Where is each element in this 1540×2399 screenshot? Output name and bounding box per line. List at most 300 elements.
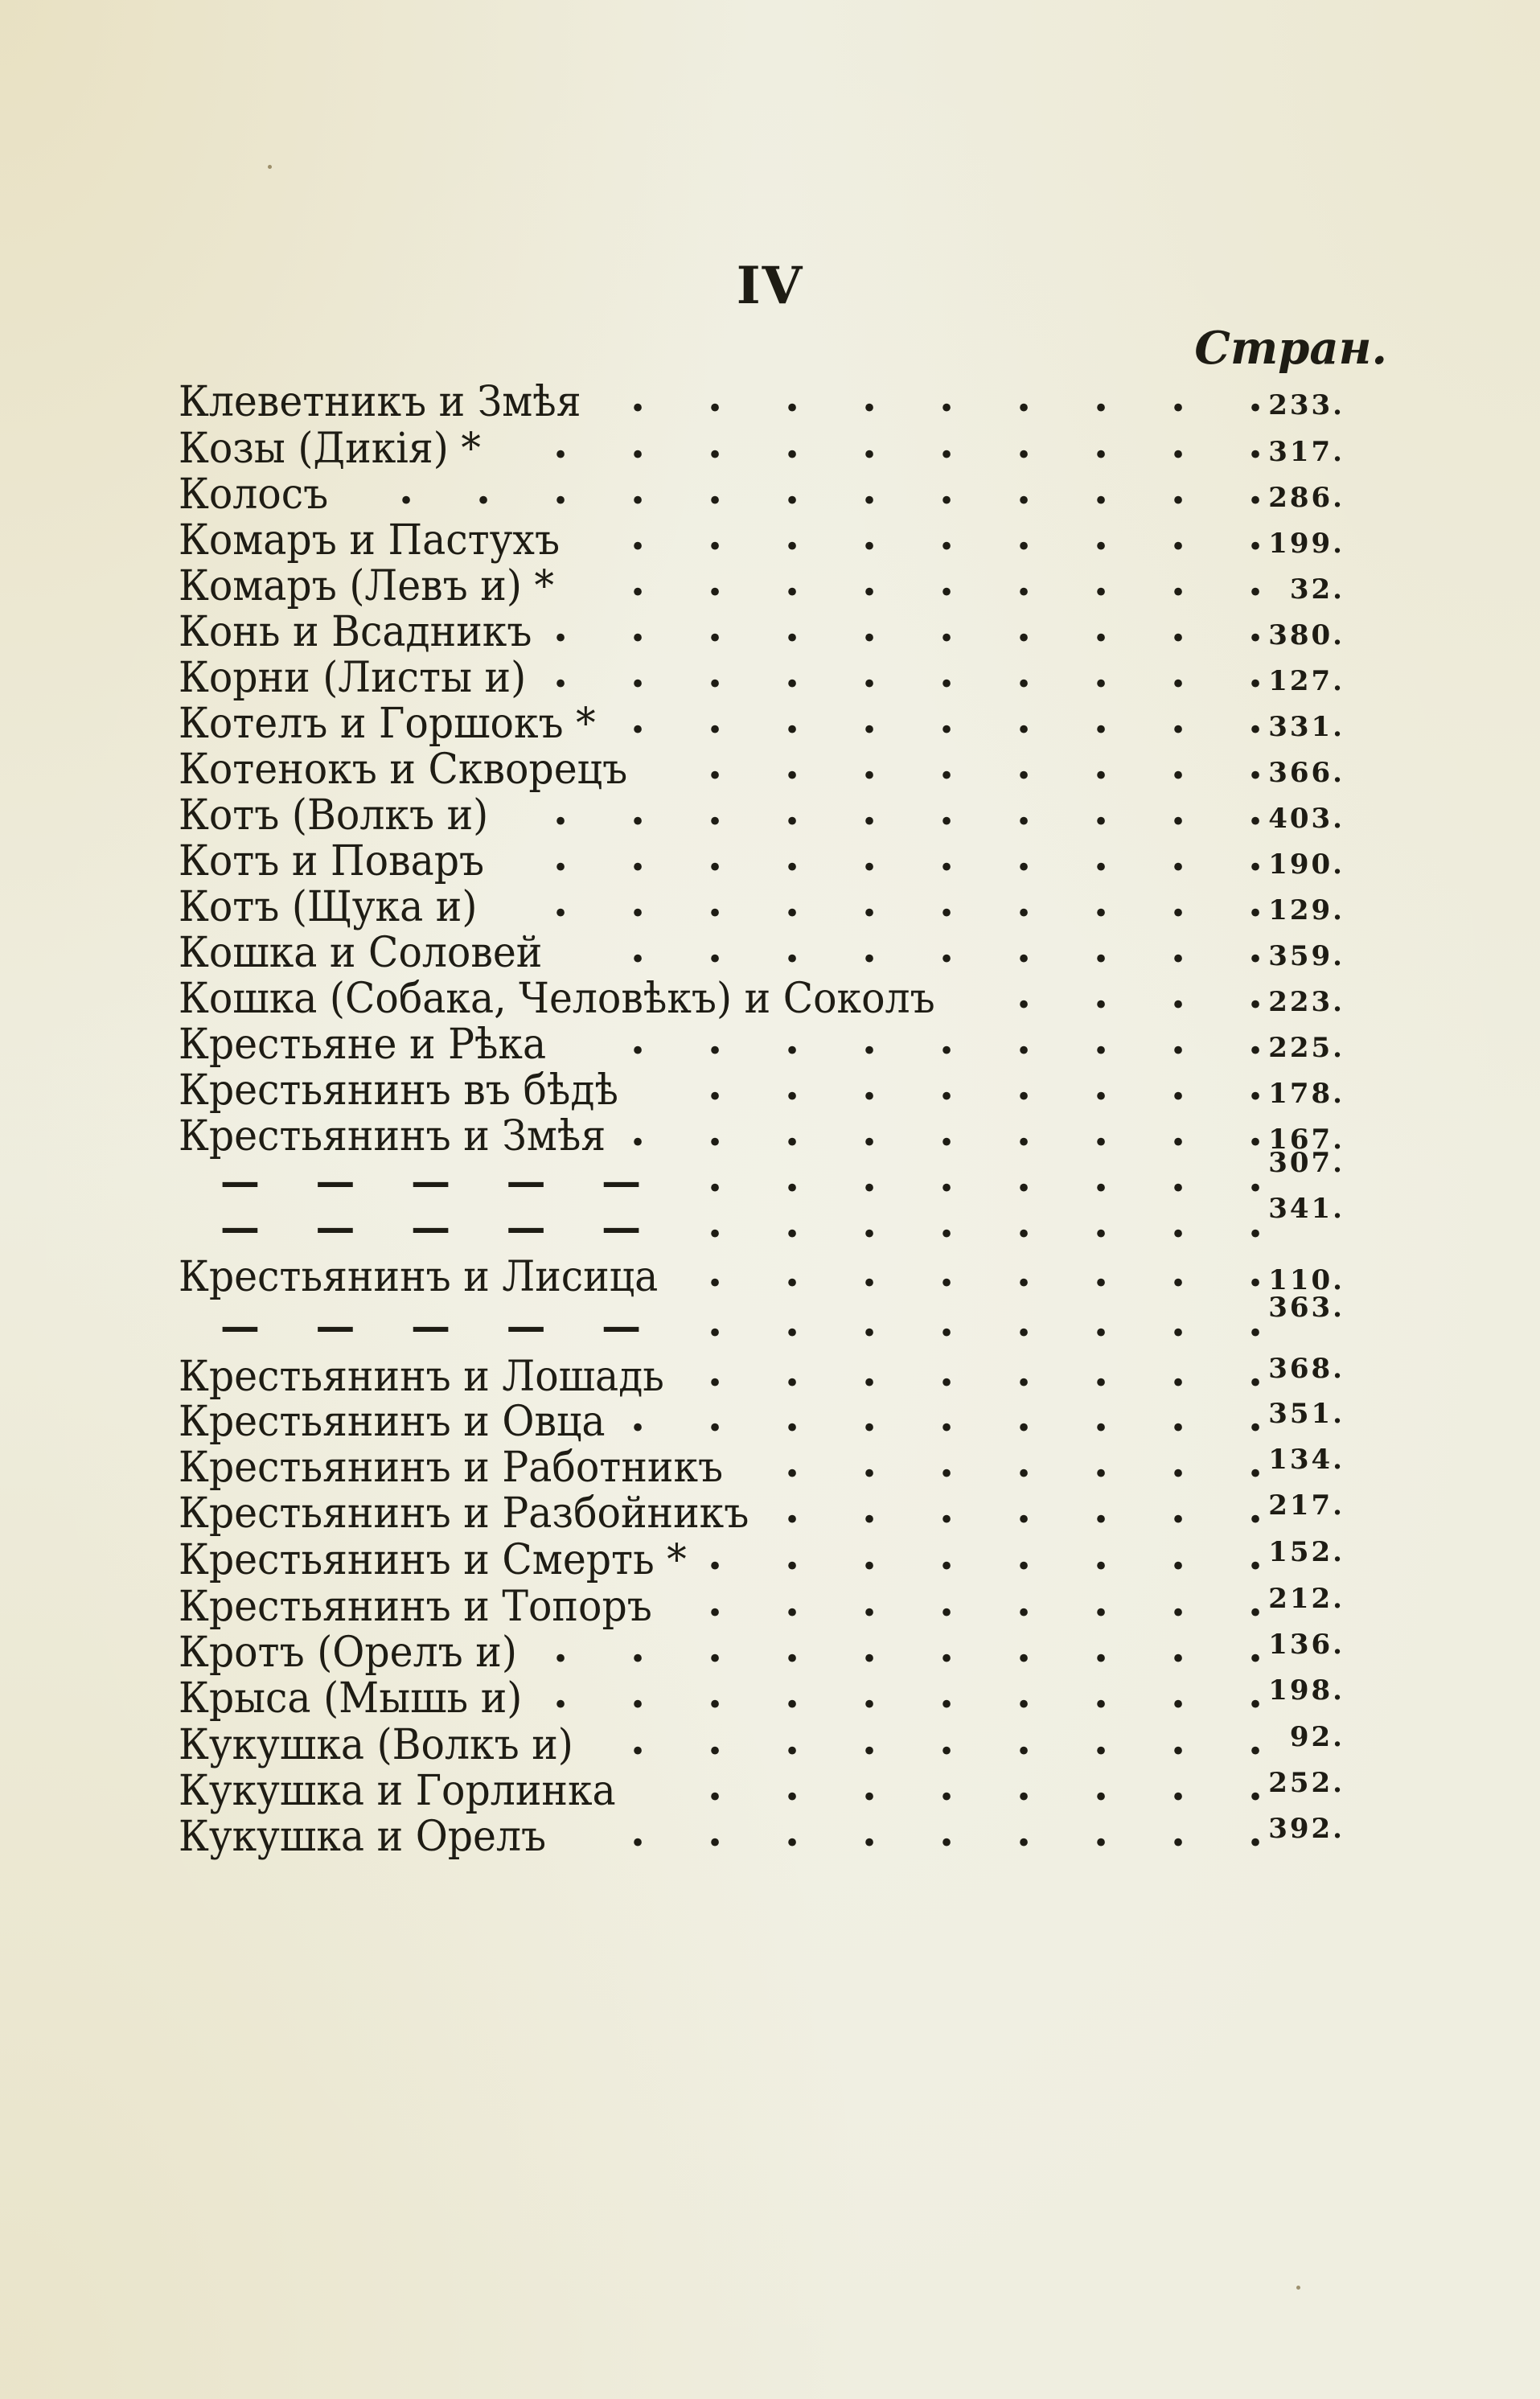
entry-page: 392. (1268, 1813, 1345, 1845)
leader-dot: . (1016, 1669, 1032, 1718)
leader-dot: . (1016, 1107, 1032, 1156)
leader-dot: . (1248, 969, 1263, 1018)
leader-dot: . (1094, 1107, 1109, 1156)
leader-dot: . (1171, 1807, 1186, 1856)
leader-dot: . (1248, 740, 1263, 789)
entry-page: 351. (1268, 1398, 1345, 1430)
leader-dot: . (553, 1669, 569, 1718)
toc-entry (179, 1107, 1377, 1160)
toc-entry (179, 1761, 1377, 1815)
leader-dot: . (862, 602, 877, 651)
entry-page: 152. (1268, 1536, 1345, 1568)
leader-dot: . (939, 1107, 955, 1156)
leader-dot: . (708, 419, 723, 468)
toc-entry (179, 1438, 1377, 1492)
toc-entry (179, 877, 1377, 931)
leader-dot: . (1016, 923, 1032, 972)
leader-dot: . (1171, 1297, 1186, 1346)
leader-dot: . (1016, 1392, 1032, 1441)
leader-dot: . (1171, 372, 1186, 421)
leader-dot: . (1094, 923, 1109, 972)
leader-dot: . (1171, 1392, 1186, 1441)
leader-dot: . (1248, 1484, 1263, 1533)
entry-page: 92. (1289, 1721, 1345, 1753)
leader-dot: . (1171, 1669, 1186, 1718)
leader-dot: . (1094, 465, 1109, 514)
leader-dot: . (785, 1761, 800, 1810)
leader-dot: . (1094, 1061, 1109, 1110)
leader-dot: . (1171, 1107, 1186, 1156)
toc-entry (179, 1015, 1377, 1069)
leader-dot: . (939, 923, 955, 972)
leader-dot: . (1016, 740, 1032, 789)
leader-dot: . (1094, 1198, 1109, 1247)
leader-dot: . (1248, 1807, 1263, 1856)
leader-dot: . (553, 786, 569, 835)
leader-dot: . (1016, 1297, 1032, 1346)
toc-entry (179, 1147, 1377, 1206)
toc-entry (179, 557, 1377, 610)
leader-dot: . (785, 1015, 800, 1064)
leader-dot: . (1016, 832, 1032, 881)
toc-entry (179, 740, 1377, 794)
entry-title: Комаръ (Левъ и) * (179, 562, 554, 610)
entry-page: 341. (1268, 1193, 1345, 1225)
leader-dot: . (785, 1152, 800, 1202)
leader-dot: . (708, 511, 723, 560)
entry-page: 331. (1268, 711, 1345, 743)
toc-entry (179, 1484, 1377, 1538)
leader-dot: . (1248, 602, 1263, 651)
leader-dot: . (1094, 1438, 1109, 1487)
entry-page: 167. (1268, 1124, 1345, 1156)
leader-dot: . (785, 1107, 800, 1156)
entry-page: 380. (1268, 619, 1345, 651)
toc-entry (179, 1247, 1377, 1301)
toc-entry (179, 923, 1377, 977)
entry-page: 129. (1268, 894, 1345, 926)
leader-dot: . (708, 832, 723, 881)
leader-dot: . (1171, 1152, 1186, 1202)
leader-dot: . (708, 1198, 723, 1247)
leader-dot: . (1094, 1015, 1109, 1064)
leader-dot: . (1016, 694, 1032, 743)
leader-dot: . (708, 740, 723, 789)
leader-dot: . (630, 372, 646, 421)
paper-speck (1296, 2286, 1300, 2290)
leader-dot: . (1094, 1247, 1109, 1296)
entry-page: 198. (1268, 1674, 1345, 1707)
entry-title: Крестьянинъ и Лошадь (179, 1353, 664, 1401)
leader-dot: . (1248, 557, 1263, 606)
leader-dot: . (1094, 1152, 1109, 1202)
leader-dot: . (939, 419, 955, 468)
leader-dot: . (862, 877, 877, 926)
entry-page: 225. (1268, 1032, 1345, 1064)
leader-dot: . (630, 1015, 646, 1064)
leader-dot: . (1248, 1061, 1263, 1110)
leader-dot: . (1016, 1247, 1032, 1296)
leader-dot: . (939, 1623, 955, 1672)
entry-title: Крестьянинъ въ бѣдѣ (179, 1066, 618, 1115)
toc-entry (179, 1292, 1377, 1351)
leader-dot: . (785, 694, 800, 743)
leader-dot: . (1171, 1623, 1186, 1672)
entry-page: 110. (1268, 1264, 1345, 1296)
leader-dot: . (1016, 1347, 1032, 1396)
leader-dot: . (1016, 372, 1032, 421)
toc-entry (179, 1392, 1377, 1446)
paper-speck (268, 165, 272, 169)
leader-dot: . (1016, 1484, 1032, 1533)
leader-dot: . (1248, 465, 1263, 514)
leader-dot: . (939, 1484, 955, 1533)
leader-dot: . (630, 511, 646, 560)
leader-dot: . (1094, 1807, 1109, 1856)
leader-dot: . (708, 465, 723, 514)
leader-dot: . (862, 1623, 877, 1672)
leader-dot: . (630, 1669, 646, 1718)
leader-dot: . (1016, 1061, 1032, 1110)
leader-dot: . (785, 832, 800, 881)
leader-dot: . (1094, 1577, 1109, 1626)
leader-dot: . (1094, 1623, 1109, 1672)
leader-dot: . (708, 1297, 723, 1346)
leader-dot: . (785, 1715, 800, 1764)
leader-dot: . (476, 465, 491, 514)
leader-dot: . (862, 1438, 877, 1487)
leader-dot: . (1171, 648, 1186, 697)
leader-dot: . (1171, 557, 1186, 606)
leader-dot: . (862, 1107, 877, 1156)
leader-dot: . (862, 1669, 877, 1718)
leader-dot: . (939, 602, 955, 651)
leader-dot: . (1016, 1807, 1032, 1856)
leader-dot: . (1094, 419, 1109, 468)
leader-dot: . (862, 1198, 877, 1247)
leader-dot: . (1016, 1623, 1032, 1672)
leader-dot: . (1171, 1347, 1186, 1396)
leader-dot: . (785, 1297, 800, 1346)
leader-dot: . (708, 1715, 723, 1764)
leader-dot: . (1248, 923, 1263, 972)
leader-dot: . (939, 1347, 955, 1396)
leader-dot: . (939, 465, 955, 514)
toc-entry (179, 832, 1377, 885)
entry-title: Котъ и Поваръ (179, 837, 485, 885)
leader-dot: . (785, 1530, 800, 1579)
leader-dot: . (862, 1484, 877, 1533)
entry-page: 199. (1268, 528, 1345, 560)
entry-title: Крестьянинъ и Работникъ (179, 1444, 724, 1492)
leader-dot: . (1248, 1715, 1263, 1764)
leader-dot: . (785, 1247, 800, 1296)
leader-dot: . (785, 648, 800, 697)
leader-dot: . (630, 786, 646, 835)
leader-dot: . (1248, 1107, 1263, 1156)
entry-page: 217. (1268, 1489, 1345, 1522)
leader-dot: . (1248, 1347, 1263, 1396)
entry-page: 178. (1268, 1078, 1345, 1110)
leader-dot: . (1016, 511, 1032, 560)
leader-dot: . (939, 1807, 955, 1856)
leader-dot: . (862, 1347, 877, 1396)
leader-dot: . (708, 1669, 723, 1718)
leader-dot: . (1094, 1761, 1109, 1810)
toc-entry (179, 969, 1377, 1023)
leader-dot: . (1248, 694, 1263, 743)
leader-dot: . (1248, 648, 1263, 697)
leader-dot: . (630, 694, 646, 743)
leader-dot: . (1171, 694, 1186, 743)
entry-page: 403. (1268, 803, 1345, 835)
leader-dot: . (785, 1061, 800, 1110)
toc-entry (179, 1623, 1377, 1677)
entry-title: Крестьянинъ и Лисица (179, 1253, 659, 1301)
leader-dot: . (1171, 1198, 1186, 1247)
entry-title: Котелъ и Горшокъ * (179, 700, 596, 748)
leader-dot: . (785, 1623, 800, 1672)
leader-dot: . (785, 602, 800, 651)
leader-dot: . (1016, 465, 1032, 514)
leader-dot: . (1171, 419, 1186, 468)
leader-dot: . (1248, 786, 1263, 835)
leader-dot: . (1248, 372, 1263, 421)
leader-dot: . (862, 1015, 877, 1064)
leader-dot: . (630, 1715, 646, 1764)
leader-dot: . (1094, 372, 1109, 421)
toc-entry (179, 511, 1377, 565)
leader-dot: . (1094, 832, 1109, 881)
leader-dot: . (1248, 1152, 1263, 1202)
leader-dot: . (1171, 1761, 1186, 1810)
leader-dot: . (1171, 969, 1186, 1018)
leader-dot: . (939, 740, 955, 789)
leader-dot: . (1248, 1392, 1263, 1441)
leader-dot: . (1171, 1484, 1186, 1533)
leader-dot: . (862, 923, 877, 972)
leader-dot: . (939, 511, 955, 560)
entry-page: 286. (1268, 482, 1345, 514)
leader-dot: . (1094, 1347, 1109, 1396)
leader-dot: . (862, 740, 877, 789)
leader-dot: . (1094, 1392, 1109, 1441)
leader-dot: . (1094, 694, 1109, 743)
entry-title: Кротъ (Орелъ и) (179, 1629, 517, 1677)
leader-dot: . (1171, 465, 1186, 514)
leader-dot: . (862, 1152, 877, 1202)
leader-dot: . (862, 511, 877, 560)
leader-dot: . (1016, 1015, 1032, 1064)
leader-dot: . (1016, 557, 1032, 606)
leader-dot: . (1094, 740, 1109, 789)
entry-title: Кукушка и Горлинка (179, 1767, 616, 1815)
toc-entry (179, 694, 1377, 748)
leader-dot: . (862, 1807, 877, 1856)
entry-title: Комаръ и Пастухъ (179, 516, 561, 565)
leader-dot: . (1016, 1530, 1032, 1579)
leader-dot: . (939, 1761, 955, 1810)
toc-entry (179, 465, 1377, 519)
entry-title: Крестьяне и Рѣка (179, 1021, 547, 1069)
leader-dot: . (785, 1392, 800, 1441)
entry-title: Кукушка (Волкъ и) (179, 1721, 573, 1769)
leader-dot: . (708, 786, 723, 835)
toc-entry (179, 602, 1377, 656)
leader-dot: . (1171, 1015, 1186, 1064)
entry-title: Крыса (Мышь и) (179, 1674, 523, 1723)
leader-dot: . (708, 1761, 723, 1810)
leader-dot: . (1094, 602, 1109, 651)
toc-entry (179, 419, 1377, 473)
leader-dot: . (1016, 648, 1032, 697)
leader-dot: . (553, 465, 569, 514)
toc-entry (179, 1530, 1377, 1584)
leader-dot: . (1171, 877, 1186, 926)
leader-dot: . (1016, 1761, 1032, 1810)
entry-page: 223. (1268, 986, 1345, 1018)
leader-dot: . (1016, 602, 1032, 651)
toc-entry (179, 786, 1377, 840)
leader-dot: . (862, 1392, 877, 1441)
leader-dot: . (785, 372, 800, 421)
leader-dot: . (630, 465, 646, 514)
entry-page: 136. (1268, 1629, 1345, 1661)
entry-page: 363. (1268, 1292, 1345, 1324)
leader-dot: . (1094, 511, 1109, 560)
entry-page: 359. (1268, 940, 1345, 972)
toc-entry (179, 648, 1377, 702)
leader-dot: . (1094, 877, 1109, 926)
entry-title: Крестьянинъ и Овца (179, 1398, 606, 1446)
leader-dot: . (1171, 511, 1186, 560)
leader-dot: . (939, 1198, 955, 1247)
leader-dot: . (862, 1530, 877, 1579)
leader-dot: . (1094, 1715, 1109, 1764)
leader-dot: . (939, 694, 955, 743)
entry-page: 127. (1268, 665, 1345, 697)
leader-dot: . (785, 1669, 800, 1718)
entry-title: Козы (Дикія) * (179, 425, 481, 473)
toc-entry (179, 1715, 1377, 1769)
leader-dot: . (708, 1577, 723, 1626)
entry-title: Котенокъ и Скворецъ (179, 746, 628, 794)
leader-dot: . (939, 1715, 955, 1764)
leader-dot: . (785, 1484, 800, 1533)
leader-dot: . (708, 1015, 723, 1064)
leader-dot: . (939, 1061, 955, 1110)
leader-dot: . (939, 1438, 955, 1487)
entry-title-ditto: — — — — — (220, 1302, 663, 1351)
leader-dot: . (1094, 1484, 1109, 1533)
leader-dot: . (1248, 1761, 1263, 1810)
entry-title: Кошка и Соловей (179, 929, 543, 977)
leader-dot: . (1016, 786, 1032, 835)
leader-dot: . (708, 557, 723, 606)
leader-dot: . (1094, 557, 1109, 606)
leader-dot: . (1248, 1297, 1263, 1346)
leader-dot: . (708, 1623, 723, 1672)
leader-dot: . (1171, 1061, 1186, 1110)
leader-dot: . (1171, 832, 1186, 881)
toc-entry (179, 1347, 1377, 1401)
leader-dot: . (939, 1297, 955, 1346)
entry-page: 366. (1268, 757, 1345, 789)
entry-page: 190. (1268, 848, 1345, 881)
leader-dot: . (862, 786, 877, 835)
leader-dot: . (1248, 1669, 1263, 1718)
toc-entry (179, 1061, 1377, 1115)
toc-entry (179, 1807, 1377, 1861)
entry-page: 317. (1268, 436, 1345, 468)
leader-dot: . (708, 1061, 723, 1110)
leader-dot: . (1171, 1247, 1186, 1296)
leader-dot: . (939, 1577, 955, 1626)
entry-title: Кошка (Собака, Человѣкъ) и Соколъ (179, 975, 935, 1023)
entry-page: 368. (1268, 1353, 1345, 1385)
leader-dot: . (785, 419, 800, 468)
entry-title: Котъ (Волкъ и) (179, 791, 489, 840)
leader-dot: . (1248, 1577, 1263, 1626)
leader-dot: . (553, 419, 569, 468)
leader-dot: . (1171, 1715, 1186, 1764)
leader-dot: . (785, 1347, 800, 1396)
leader-dot: . (1171, 740, 1186, 789)
leader-dot: . (939, 372, 955, 421)
leader-dot: . (862, 419, 877, 468)
entry-title: Котъ (Щука и) (179, 883, 478, 931)
leader-dot: . (785, 1438, 800, 1487)
leader-dot: . (630, 877, 646, 926)
leader-dot: . (939, 1530, 955, 1579)
leader-dot: . (1016, 877, 1032, 926)
leader-dot: . (862, 1761, 877, 1810)
leader-dot: . (862, 557, 877, 606)
leader-dot: . (1094, 1297, 1109, 1346)
leader-dot: . (1248, 1530, 1263, 1579)
entry-page: 233. (1268, 389, 1345, 421)
entry-page: 307. (1268, 1147, 1345, 1179)
leader-dot: . (939, 648, 955, 697)
leader-dot: . (1016, 419, 1032, 468)
entry-title: Крестьянинъ и Разбойникъ (179, 1489, 749, 1538)
leader-dot: . (630, 557, 646, 606)
leader-dot: . (862, 1715, 877, 1764)
leader-dot: . (1094, 1669, 1109, 1718)
leader-dot: . (708, 1247, 723, 1296)
leader-dot: . (862, 832, 877, 881)
leader-dot: . (862, 1577, 877, 1626)
leader-dot: . (708, 648, 723, 697)
leader-dot: . (708, 1530, 723, 1579)
leader-dot: . (785, 740, 800, 789)
leader-dot: . (1016, 1715, 1032, 1764)
leader-dot: . (862, 1247, 877, 1296)
leader-dot: . (939, 786, 955, 835)
leader-dot: . (1171, 1577, 1186, 1626)
leader-dot: . (1094, 786, 1109, 835)
page-column-header: Стран. (1194, 322, 1387, 375)
entry-page: 212. (1268, 1583, 1345, 1615)
leader-dot: . (708, 1152, 723, 1202)
leader-dot: . (630, 1107, 646, 1156)
leader-dot: . (785, 786, 800, 835)
entry-title: Крестьянинъ и Топоръ (179, 1583, 652, 1631)
toc-entry (179, 1577, 1377, 1631)
entry-title: Корни (Листы и) (179, 654, 527, 702)
leader-dot: . (708, 372, 723, 421)
leader-dot: . (630, 648, 646, 697)
